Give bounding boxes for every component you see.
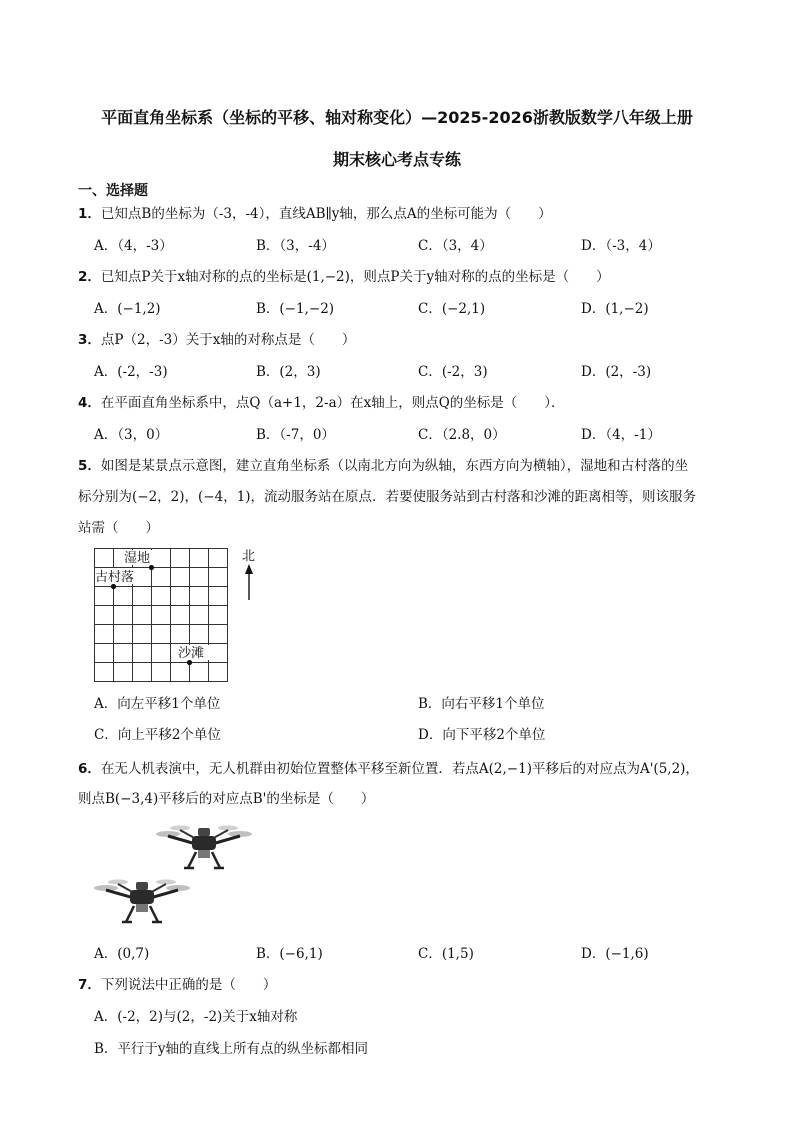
wetland-label: 湿地	[124, 551, 151, 566]
question-number: 6．	[78, 761, 101, 777]
option-1d: D．（-3，4）	[581, 238, 661, 254]
question-text: 在平面直角坐标系中，点Q（a+1，2-a）在x轴上，则点Q的坐标是（ ）．	[100, 395, 565, 411]
option-6a: A．(0,7)	[94, 946, 150, 962]
section-heading: 一、选择题	[78, 183, 148, 199]
option-4d: D．（4，-1）	[581, 427, 661, 443]
option-4b: B．（-7，0）	[256, 427, 335, 443]
option-6c: C．(1,5)	[418, 946, 474, 962]
question-5-line2: 标分别为(−2，2)，(−4，1)，流动服务站在原点．若要使服务站到古村落和沙滩的距离相等，则该服务	[78, 489, 697, 505]
document-title-line1: 平面直角坐标系（坐标的平移、轴对称变化）—2025-2026浙教版数学八年级上册	[101, 108, 693, 127]
question-text-line1: 如图是某景点示意图，建立直角坐标系（以南北方向为纵轴，东西方向为横轴），湿地和古村落的坐	[100, 458, 689, 474]
option-3a: A．(-2，-3)	[94, 364, 168, 380]
option-4c: C．（2.8，0）	[418, 427, 506, 443]
question-number: 3．	[78, 332, 101, 348]
option-3c: C．(-2，3)	[418, 364, 488, 380]
document-title-line2: 期末核心考点专练	[332, 150, 461, 169]
option-7a: A．(-2，2)与(2，-2)关于x轴对称	[94, 1009, 298, 1025]
option-2a: A．(−1,2)	[94, 301, 161, 317]
option-7b: B．平行于y轴的直线上所有点的纵坐标都相同	[94, 1041, 369, 1057]
option-6d: D．(−1,6)	[581, 946, 649, 962]
option-5b: B．向右平移1个单位	[418, 696, 545, 712]
question-3	[78, 331, 355, 349]
option-3b: B．(2，3)	[256, 364, 321, 380]
option-4a: A．（3，0）	[94, 427, 169, 443]
question-5-line3: 站需（ ）	[78, 520, 159, 536]
question-6	[78, 760, 699, 778]
question-text: 已知点P关于x轴对称的点的坐标是(1,−2)，则点P关于y轴对称的点的坐标是（ ）	[100, 269, 610, 285]
question-number: 2．	[78, 269, 101, 285]
option-6b: B．(−6,1)	[256, 946, 323, 962]
option-1b: B．（3，-4）	[256, 238, 335, 254]
question-number: 7．	[78, 977, 101, 993]
option-2d: D．(1,−2)	[581, 301, 649, 317]
question-7	[78, 976, 276, 994]
question-1	[78, 205, 552, 223]
north-label: 北	[242, 549, 256, 564]
question-4	[78, 394, 565, 412]
question-number: 1．	[78, 206, 101, 222]
drone-icon	[94, 876, 190, 932]
option-5d: D．向下平移2个单位	[418, 727, 546, 743]
option-1c: C．（3，4）	[418, 238, 493, 254]
scenic-map-figure	[92, 544, 272, 684]
option-5c: C．向上平移2个单位	[94, 727, 221, 743]
question-text: 下列说法中正确的是（ ）	[100, 977, 277, 993]
question-6-line2: 则点B(−3,4)平移后的对应点B'的坐标是（ ）	[78, 791, 375, 807]
option-1a: A．（4，-3）	[94, 238, 173, 254]
north-arrow-icon	[245, 564, 253, 600]
question-text: 点P（2，-3）关于x轴的对称点是（ ）	[100, 332, 356, 348]
option-2c: C．(−2,1)	[418, 301, 486, 317]
question-5	[78, 457, 688, 475]
option-5a: A．向左平移1个单位	[94, 696, 221, 712]
beach-label: 沙滩	[178, 646, 205, 661]
question-2	[78, 268, 610, 286]
drone-icon	[156, 822, 252, 878]
option-2b: B．(−1,−2)	[256, 301, 335, 317]
village-label: 古村落	[95, 570, 135, 585]
option-3d: D．(2，-3)	[581, 364, 652, 380]
question-text: 已知点B的坐标为（-3，-4），直线AB∥y轴，那么点A的坐标可能为（ ）	[100, 206, 552, 222]
question-number: 5．	[78, 458, 101, 474]
question-number: 4．	[78, 395, 101, 411]
question-text-line1: 在无人机表演中，无人机群由初始位置整体平移至新位置．若点A(2,−1)平移后的对应点为A'(5,2)，	[100, 761, 699, 777]
